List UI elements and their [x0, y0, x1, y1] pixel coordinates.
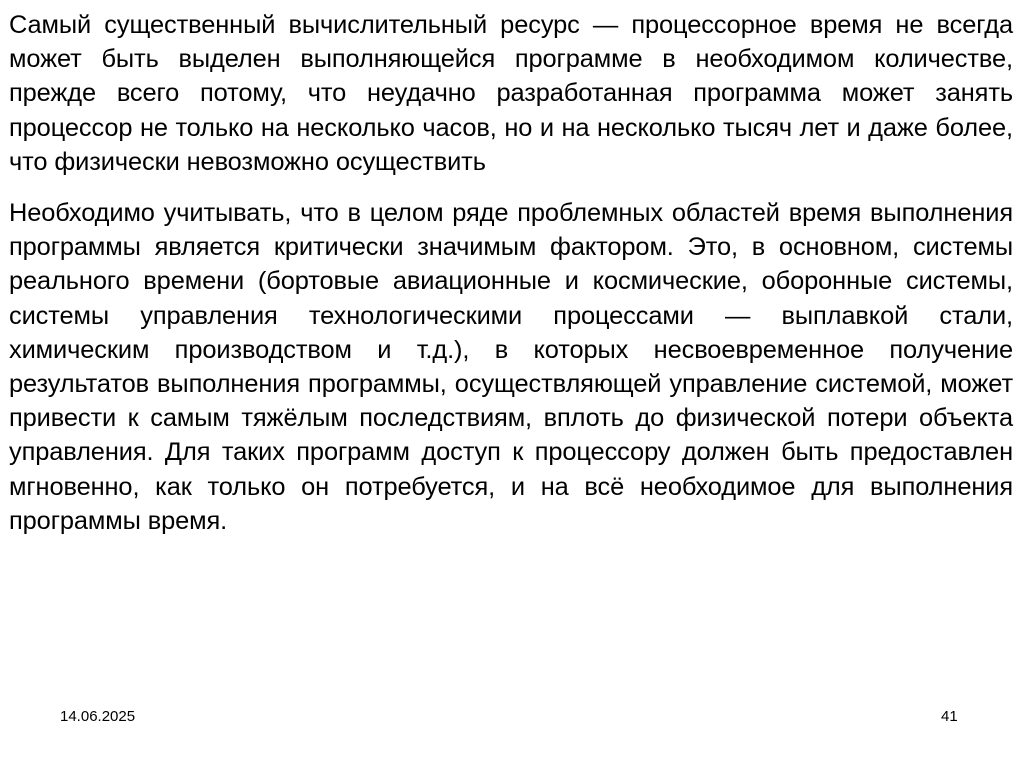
page-number: 41	[941, 708, 958, 725]
footer-date: 14.06.2025	[60, 708, 136, 725]
paragraph-realtime-systems: Необходимо учитывать, что в целом ряде проблемных областей время выполнения программы является критически значимым фактором. Это, в основном, системы реального времени (бортовые авиационные и космические, оборонные системы, системы управления технологическими процессами — выплавкой стали, химическим производством и т.д.), в которых несвоевременное получение результатов выполнения программы, осуществляющей управление системой, может привести к самым тяжёлым последствиям, вплоть до физической потери объекта управления. Для таких программ доступ к процессору должен быть предоставлен мгновенно, как только он потребуется, и на всё необходимое для выполнения программы время.	[9, 199, 1013, 535]
slide-body	[9, 8, 1013, 538]
paragraph-processor-time: Самый существенный вычислительный ресурс — процессорное время не всегда может быть выделен выполняющейся программе в необходимом количестве, прежде всего потому, что неудачно разработанная программа может занять процессор не только на несколько часов, но и на несколько тысяч лет и даже более, что физически невозможно осуществить	[9, 11, 1013, 176]
